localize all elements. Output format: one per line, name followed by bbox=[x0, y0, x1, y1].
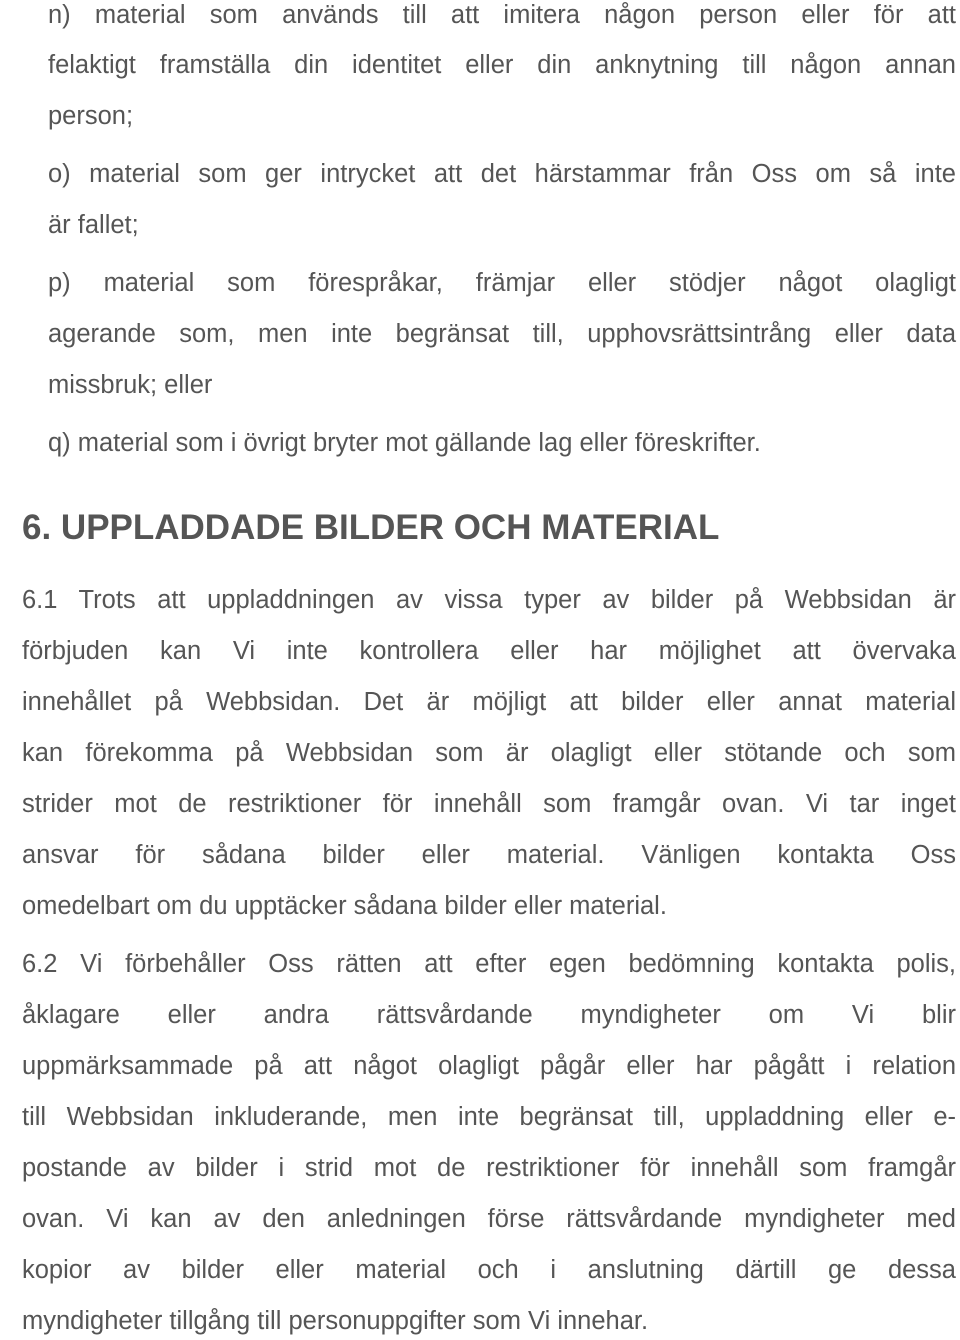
list-item-line: q) material som i övrigt bryter mot gällande lag eller föreskrifter. bbox=[48, 429, 761, 457]
list-item-line: n) material som används till att imitera någon person eller för att bbox=[48, 1, 956, 29]
paragraph-line: myndigheter tillgång till personuppgifter som Vi innehar. bbox=[22, 1307, 649, 1335]
paragraph-line: uppmärksammade på att något olagligt pågår eller har pågått i relation bbox=[22, 1052, 956, 1080]
paragraph-line: ovan. Vi kan av den anledningen förse rättsvårdande myndigheter med bbox=[22, 1205, 956, 1233]
list-item-line: person; bbox=[48, 102, 134, 130]
list-item-line: o) material som ger intrycket att det härstammar från Oss om så inte bbox=[48, 160, 956, 188]
paragraph-line: till Webbsidan inkluderande, men inte begränsat till, uppladdning eller e- bbox=[22, 1103, 956, 1131]
paragraph-line: postande av bilder i strid mot de restriktioner för innehåll som framgår bbox=[22, 1154, 956, 1182]
paragraph-line: ansvar för sådana bilder eller material. Vänligen kontakta Oss bbox=[22, 841, 956, 869]
paragraph-line: 6.2 Vi förbehåller Oss rätten att efter egen bedömning kontakta polis, bbox=[22, 950, 956, 978]
list-item-line: agerande som, men inte begränsat till, upphovsrättsintrång eller data bbox=[48, 320, 956, 348]
paragraph-line: åklagare eller andra rättsvårdande myndigheter om Vi blir bbox=[22, 1001, 956, 1029]
paragraph-line: kan förekomma på Webbsidan som är olagligt eller stötande och som bbox=[22, 739, 956, 767]
section-heading: 6. UPPLADDADE BILDER OCH MATERIAL bbox=[22, 508, 720, 547]
list-item-line: är fallet; bbox=[48, 211, 139, 239]
list-item-line: felaktigt framställa din identitet eller din anknytning till någon annan bbox=[48, 51, 956, 79]
paragraph-line: 6.1 Trots att uppladdningen av vissa typer av bilder på Webbsidan är bbox=[22, 586, 956, 614]
paragraph-line: kopior av bilder eller material och i anslutning därtill ge dessa bbox=[22, 1256, 956, 1284]
paragraph-line: innehållet på Webbsidan. Det är möjligt att bilder eller annat material bbox=[22, 688, 956, 716]
list-item-line: p) material som förespråkar, främjar eller stödjer något olagligt bbox=[48, 269, 956, 297]
paragraph-line: omedelbart om du upptäcker sådana bilder eller material. bbox=[22, 892, 667, 920]
list-item-line: missbruk; eller bbox=[48, 371, 213, 399]
paragraph-line: förbjuden kan Vi inte kontrollera eller har möjlighet att övervaka bbox=[22, 637, 956, 665]
paragraph-line: strider mot de restriktioner för innehåll som framgår ovan. Vi tar inget bbox=[22, 790, 956, 818]
